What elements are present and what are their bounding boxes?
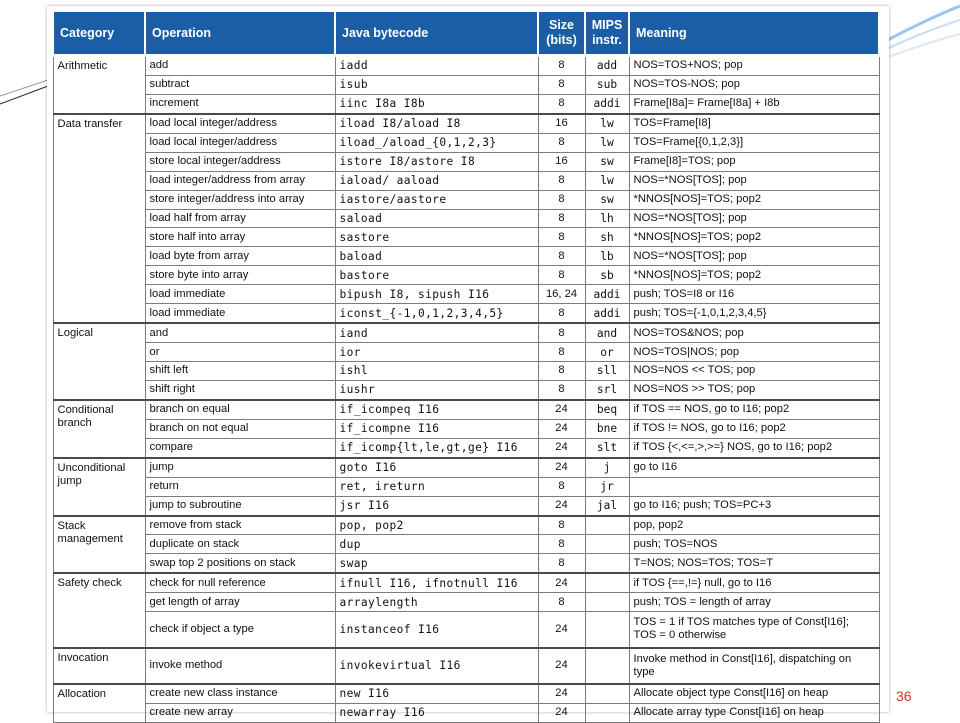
mips-instr-cell: jr — [585, 477, 629, 496]
mips-instr-cell — [585, 648, 629, 684]
size-cell: 8 — [538, 209, 585, 228]
bytecode-cell: pop, pop2 — [335, 516, 538, 535]
meaning-cell: Invoke method in Const[I16], dispatching on type — [629, 648, 879, 684]
header-meaning: Meaning — [629, 11, 879, 56]
meaning-cell: T=NOS; NOS=TOS; TOS=T — [629, 554, 879, 573]
operation-cell: jump — [145, 458, 335, 477]
meaning-cell: NOS=*NOS[TOS]; pop — [629, 171, 879, 190]
bytecode-cell: newarray I16 — [335, 703, 538, 722]
header-operation: Operation — [145, 11, 335, 56]
bytecode-cell: iload I8/aload I8 — [335, 114, 538, 133]
operation-cell: invoke method — [145, 648, 335, 684]
meaning-cell: Frame[I8a]= Frame[I8a] + I8b — [629, 94, 879, 113]
meaning-cell: NOS=TOS&NOS; pop — [629, 323, 879, 342]
size-cell: 8 — [538, 228, 585, 247]
header-category: Category — [53, 11, 145, 56]
mips-instr-cell — [585, 612, 629, 648]
mips-instr-cell: add — [585, 56, 629, 76]
size-cell: 16 — [538, 152, 585, 171]
size-cell: 8 — [538, 75, 585, 94]
mips-instr-cell: sll — [585, 362, 629, 381]
mips-instr-cell: lh — [585, 209, 629, 228]
table-row — [53, 304, 879, 323]
mips-instr-cell: or — [585, 343, 629, 362]
meaning-cell: TOS=Frame[I8] — [629, 114, 879, 133]
meaning-cell — [629, 477, 879, 496]
category-group — [53, 684, 879, 722]
bytecode-cell: dup — [335, 535, 538, 554]
bytecode-cell: new I16 — [335, 684, 538, 703]
operation-cell: create new array — [145, 703, 335, 722]
bytecode-cell: iastore/aastore — [335, 190, 538, 209]
size-cell: 8 — [538, 323, 585, 342]
category-group — [53, 114, 879, 323]
category-cell: Logical — [53, 323, 145, 400]
table-row — [53, 75, 879, 94]
meaning-cell: TOS = 1 if TOS matches type of Const[I16]; TOS = 0 otherwise — [629, 612, 879, 648]
mips-instr-cell: sb — [585, 266, 629, 285]
size-cell: 24 — [538, 573, 585, 592]
size-cell: 8 — [538, 133, 585, 152]
meaning-cell: NOS=NOS >> TOS; pop — [629, 380, 879, 399]
mips-instr-cell — [585, 573, 629, 592]
size-cell: 8 — [538, 535, 585, 554]
meaning-cell: NOS=TOS-NOS; pop — [629, 75, 879, 94]
bytecode-cell: iconst_{-1,0,1,2,3,4,5} — [335, 304, 538, 323]
operation-cell: add — [145, 56, 335, 76]
mips-instr-cell: beq — [585, 400, 629, 419]
category-cell: Arithmetic — [53, 56, 145, 114]
bytecode-cell: if_icomp{lt,le,gt,ge} I16 — [335, 438, 538, 457]
meaning-cell: Allocate array type Const[I16] on heap — [629, 703, 879, 722]
category-cell: Data transfer — [53, 114, 145, 323]
meaning-cell: if TOS == NOS, go to I16; pop2 — [629, 400, 879, 419]
bytecode-cell: swap — [335, 554, 538, 573]
bytecode-cell: if_icompeq I16 — [335, 400, 538, 419]
category-cell: Conditional branch — [53, 400, 145, 458]
bytecode-cell: ior — [335, 343, 538, 362]
mips-instr-cell: lw — [585, 114, 629, 133]
operation-cell: load byte from array — [145, 247, 335, 266]
mips-instr-cell: and — [585, 323, 629, 342]
bytecode-cell: iand — [335, 323, 538, 342]
operation-cell: and — [145, 323, 335, 342]
operation-cell: jump to subroutine — [145, 496, 335, 515]
operation-cell: swap top 2 positions on stack — [145, 554, 335, 573]
bytecode-cell: baload — [335, 247, 538, 266]
bytecode-cell: iadd — [335, 56, 538, 76]
mips-instr-cell — [585, 593, 629, 612]
table-row — [53, 593, 879, 612]
table-row — [53, 228, 879, 247]
bytecode-cell: ifnull I16, ifnotnull I16 — [335, 573, 538, 592]
bytecode-cell: bastore — [335, 266, 538, 285]
meaning-cell: *NNOS[NOS]=TOS; pop2 — [629, 266, 879, 285]
bytecode-cell: if_icompne I16 — [335, 419, 538, 438]
meaning-cell: push; TOS=NOS — [629, 535, 879, 554]
size-cell: 8 — [538, 266, 585, 285]
category-cell: Invocation — [53, 648, 145, 684]
size-cell: 8 — [538, 343, 585, 362]
size-cell: 8 — [538, 516, 585, 535]
header-mips-line2: instr. — [592, 33, 622, 47]
table-row — [53, 554, 879, 573]
meaning-cell: if TOS != NOS, go to I16; pop2 — [629, 419, 879, 438]
size-cell: 24 — [538, 496, 585, 515]
bytecode-cell: istore I8/astore I8 — [335, 152, 538, 171]
category-cell: Unconditional jump — [53, 458, 145, 516]
meaning-cell: push; TOS={-1,0,1,2,3,4,5} — [629, 304, 879, 323]
table-row — [53, 133, 879, 152]
operation-cell: duplicate on stack — [145, 535, 335, 554]
category-group — [53, 573, 879, 647]
table-row — [53, 56, 879, 76]
mips-instr-cell — [585, 703, 629, 722]
operation-cell: shift left — [145, 362, 335, 381]
operation-cell: load local integer/address — [145, 133, 335, 152]
operation-cell: get length of array — [145, 593, 335, 612]
page-number: 36 — [896, 688, 912, 704]
size-cell: 24 — [538, 648, 585, 684]
operation-cell: store half into array — [145, 228, 335, 247]
mips-instr-cell — [585, 516, 629, 535]
header-mips-line1: MIPS — [591, 18, 623, 32]
table-row — [53, 612, 879, 648]
bytecode-cell: iaload/ aaload — [335, 171, 538, 190]
mips-instr-cell: j — [585, 458, 629, 477]
size-cell: 8 — [538, 593, 585, 612]
operation-cell: create new class instance — [145, 684, 335, 703]
meaning-cell: Allocate object type Const[I16] on heap — [629, 684, 879, 703]
table-row — [53, 94, 879, 113]
size-cell: 16, 24 — [538, 285, 585, 304]
header-size-line2: (bits) — [546, 33, 577, 47]
table-row — [53, 323, 879, 342]
mips-instr-cell: slt — [585, 438, 629, 457]
table-row — [53, 285, 879, 304]
category-group — [53, 648, 879, 684]
size-cell: 24 — [538, 703, 585, 722]
size-cell: 24 — [538, 438, 585, 457]
table-row — [53, 516, 879, 535]
meaning-cell: NOS=*NOS[TOS]; pop — [629, 247, 879, 266]
java-bytecode-table — [52, 10, 880, 723]
table-row — [53, 171, 879, 190]
meaning-cell: push; TOS = length of array — [629, 593, 879, 612]
meaning-cell: *NNOS[NOS]=TOS; pop2 — [629, 228, 879, 247]
category-group — [53, 400, 879, 458]
table-row — [53, 684, 879, 703]
table-row — [53, 535, 879, 554]
operation-cell: check if object a type — [145, 612, 335, 648]
meaning-cell: push; TOS=I8 or I16 — [629, 285, 879, 304]
mips-instr-cell: sw — [585, 152, 629, 171]
size-cell: 24 — [538, 612, 585, 648]
mips-instr-cell: lw — [585, 171, 629, 190]
mips-instr-cell — [585, 684, 629, 703]
table-header-row — [53, 11, 879, 56]
table-row — [53, 438, 879, 457]
mips-instr-cell: jal — [585, 496, 629, 515]
size-cell: 24 — [538, 458, 585, 477]
size-cell: 24 — [538, 400, 585, 419]
operation-cell: return — [145, 477, 335, 496]
table-row — [53, 190, 879, 209]
bytecode-cell: saload — [335, 209, 538, 228]
operation-cell: compare — [145, 438, 335, 457]
operation-cell: branch on equal — [145, 400, 335, 419]
operation-cell: store local integer/address — [145, 152, 335, 171]
bytecode-cell: ishl — [335, 362, 538, 381]
size-cell: 8 — [538, 380, 585, 399]
mips-instr-cell: addi — [585, 94, 629, 113]
size-cell: 8 — [538, 190, 585, 209]
operation-cell: branch on not equal — [145, 419, 335, 438]
table-row — [53, 362, 879, 381]
bytecode-cell: isub — [335, 75, 538, 94]
category-group — [53, 56, 879, 114]
category-cell: Allocation — [53, 684, 145, 722]
mips-instr-cell: lw — [585, 133, 629, 152]
mips-instr-cell: addi — [585, 285, 629, 304]
meaning-cell: NOS=TOS|NOS; pop — [629, 343, 879, 362]
header-size-line1: Size — [548, 18, 574, 32]
size-cell: 24 — [538, 419, 585, 438]
mips-instr-cell: sh — [585, 228, 629, 247]
meaning-cell: go to I16 — [629, 458, 879, 477]
header-size — [538, 11, 585, 56]
bytecode-cell: iinc I8a I8b — [335, 94, 538, 113]
category-cell: Stack management — [53, 516, 145, 574]
mips-instr-cell: addi — [585, 304, 629, 323]
size-cell: 8 — [538, 477, 585, 496]
table-row — [53, 496, 879, 515]
table-row — [53, 343, 879, 362]
mips-instr-cell: lb — [585, 247, 629, 266]
bytecode-cell: iushr — [335, 380, 538, 399]
size-cell: 8 — [538, 94, 585, 113]
size-cell: 8 — [538, 304, 585, 323]
meaning-cell: Frame[I8]=TOS; pop — [629, 152, 879, 171]
table-row — [53, 380, 879, 399]
meaning-cell: NOS=NOS << TOS; pop — [629, 362, 879, 381]
category-group — [53, 516, 879, 574]
operation-cell: load immediate — [145, 304, 335, 323]
operation-cell: load immediate — [145, 285, 335, 304]
operation-cell: store integer/address into array — [145, 190, 335, 209]
meaning-cell: pop, pop2 — [629, 516, 879, 535]
bytecode-cell: ret, ireturn — [335, 477, 538, 496]
mips-instr-cell: sw — [585, 190, 629, 209]
table-row — [53, 266, 879, 285]
operation-cell: load local integer/address — [145, 114, 335, 133]
size-cell: 8 — [538, 247, 585, 266]
meaning-cell: *NNOS[NOS]=TOS; pop2 — [629, 190, 879, 209]
meaning-cell: NOS=*NOS[TOS]; pop — [629, 209, 879, 228]
size-cell: 8 — [538, 362, 585, 381]
table-row — [53, 400, 879, 419]
table-row — [53, 458, 879, 477]
header-mips — [585, 11, 629, 56]
size-cell: 16 — [538, 114, 585, 133]
meaning-cell: TOS=Frame[{0,1,2,3}] — [629, 133, 879, 152]
operation-cell: increment — [145, 94, 335, 113]
size-cell: 8 — [538, 56, 585, 76]
mips-instr-cell — [585, 535, 629, 554]
size-cell: 8 — [538, 171, 585, 190]
mips-instr-cell: srl — [585, 380, 629, 399]
table-row — [53, 477, 879, 496]
operation-cell: subtract — [145, 75, 335, 94]
bytecode-cell: arraylength — [335, 593, 538, 612]
category-group — [53, 323, 879, 400]
table-row — [53, 209, 879, 228]
slide-document — [47, 6, 889, 720]
meaning-cell: go to I16; push; TOS=PC+3 — [629, 496, 879, 515]
meaning-cell: NOS=TOS+NOS; pop — [629, 56, 879, 76]
table-row — [53, 648, 879, 684]
meaning-cell: if TOS {==,!=} null, go to I16 — [629, 573, 879, 592]
size-cell: 8 — [538, 554, 585, 573]
table-row — [53, 573, 879, 592]
mips-instr-cell: sub — [585, 75, 629, 94]
operation-cell: load integer/address from array — [145, 171, 335, 190]
category-cell: Safety check — [53, 573, 145, 647]
operation-cell: store byte into array — [145, 266, 335, 285]
bytecode-cell: jsr I16 — [335, 496, 538, 515]
table-row — [53, 703, 879, 722]
operation-cell: or — [145, 343, 335, 362]
bytecode-cell: iload_/aload_{0,1,2,3} — [335, 133, 538, 152]
operation-cell: remove from stack — [145, 516, 335, 535]
header-java-bytecode: Java bytecode — [335, 11, 538, 56]
operation-cell: check for null reference — [145, 573, 335, 592]
table-row — [53, 419, 879, 438]
bytecode-cell: sastore — [335, 228, 538, 247]
size-cell: 24 — [538, 684, 585, 703]
mips-instr-cell — [585, 554, 629, 573]
table-row — [53, 114, 879, 133]
bytecode-cell: instanceof I16 — [335, 612, 538, 648]
operation-cell: shift right — [145, 380, 335, 399]
category-group — [53, 458, 879, 516]
table-row — [53, 152, 879, 171]
bytecode-cell: goto I16 — [335, 458, 538, 477]
mips-instr-cell: bne — [585, 419, 629, 438]
meaning-cell: if TOS {<,<=,>,>=} NOS, go to I16; pop2 — [629, 438, 879, 457]
operation-cell: load half from array — [145, 209, 335, 228]
bytecode-cell: bipush I8, sipush I16 — [335, 285, 538, 304]
bytecode-cell: invokevirtual I16 — [335, 648, 538, 684]
table-row — [53, 247, 879, 266]
